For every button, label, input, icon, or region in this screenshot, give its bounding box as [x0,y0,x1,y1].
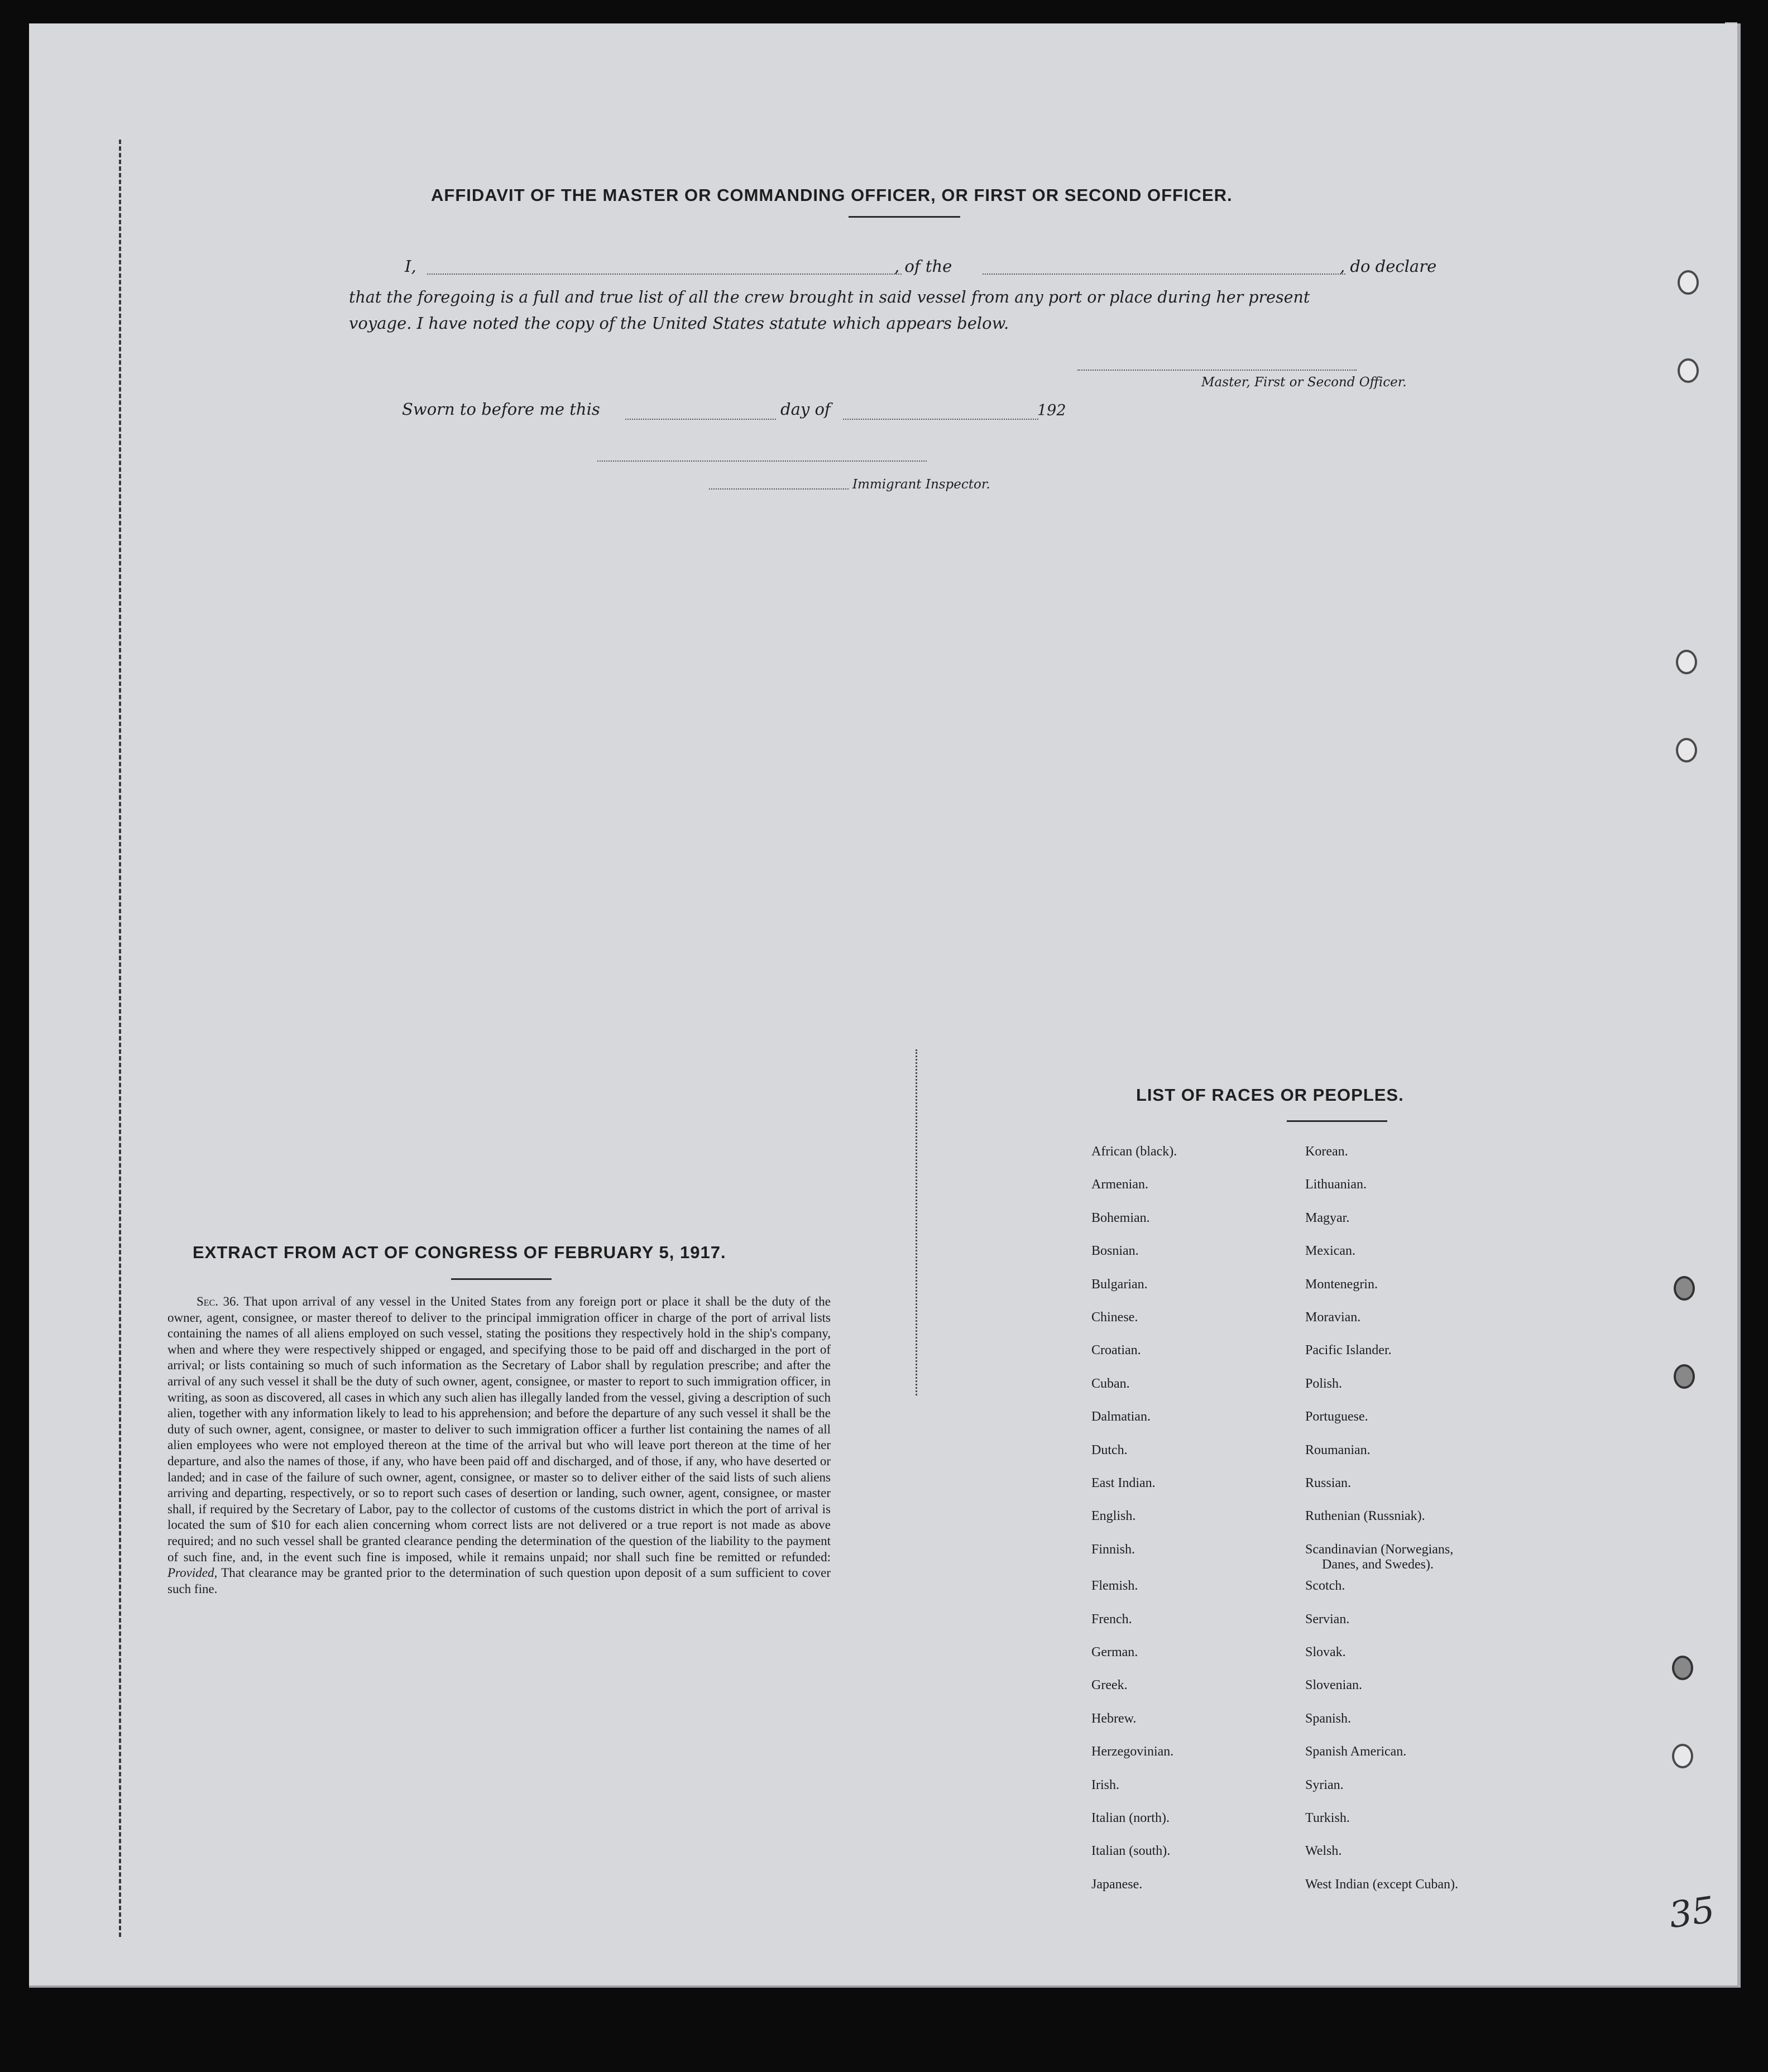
extract-body [167,1294,831,1597]
race-item-left: Cuban. [1091,1376,1130,1391]
sworn-text: Sworn to before me this [402,400,600,419]
inspector-label: Immigrant Inspector. [852,477,990,492]
race-item-left: German. [1091,1645,1138,1659]
race-item-left: English. [1091,1509,1136,1524]
inspector-signature-blank [597,461,927,462]
race-item-right: Russian. [1305,1476,1352,1490]
race-item-right: West Indian (except Cuban). [1305,1877,1458,1892]
sworn-month-blank [843,419,1038,420]
race-item-right: Moravian. [1305,1310,1361,1325]
race-item-left: French. [1091,1611,1132,1627]
affidavit-statute-line: voyage. I have noted the copy of the United States statute which appears below. [349,314,1009,333]
race-item-right: Polish. [1305,1376,1343,1391]
race-item-right: Montenegrin. [1305,1277,1378,1292]
race-item-left: Bulgarian. [1091,1277,1148,1292]
race-item-right: Korean. [1305,1144,1348,1159]
race-item-right: Ruthenian (Russniak). [1305,1509,1425,1524]
affidavit-declare: , do declare [1340,257,1437,276]
race-item-left: Italian (south). [1091,1844,1171,1859]
affidavit-title: AFFIDAVIT OF THE MASTER OR COMMANDING OFFICER, OR FIRST OR SECOND OFFICER. [431,185,1233,205]
binder-hole [1676,738,1697,762]
binder-hole [1674,1276,1695,1301]
race-item-right: Scandinavian (Norwegians, [1305,1542,1454,1557]
vessel-blank [983,274,1345,275]
race-item-right: Spanish American. [1305,1744,1407,1759]
race-item-right: Welsh. [1305,1844,1342,1859]
fold-crease [119,140,121,1937]
race-item-left: Japanese. [1091,1877,1143,1892]
year-text: 192 [1037,402,1066,419]
sworn-day-blank [625,419,776,420]
race-item-left: Hebrew. [1091,1711,1137,1726]
race-item-left: Flemish. [1091,1579,1138,1594]
binder-hole [1678,358,1699,383]
race-item-left: Dalmatian. [1091,1409,1151,1424]
section-number: Sec. 36. [197,1294,239,1308]
race-item-left: Chinese. [1091,1310,1138,1325]
race-item-right: Portuguese. [1305,1409,1368,1424]
affidavit-statement-line: that the foregoing is a full and true list of all the crew brought in said vessel from any port or place during her present [349,288,1310,306]
race-item-left: East Indian. [1091,1476,1156,1490]
binder-hole [1678,270,1699,295]
race-item-left: Greek. [1091,1678,1128,1693]
race-item-left: Bosnian. [1091,1244,1139,1259]
binder-hole [1672,1656,1693,1680]
race-item-right: Scotch. [1305,1579,1345,1594]
extract-body-main: That upon arrival of any vessel in the United States from any foreign port or place it shall be the duty of the owner, agent, consignee, or master thereof to deliver to the principal immigration officer in charge of the port of arrival lists containing the names of all aliens employed on such vessel, stating the positions they respectively hold in the ship's company, when and where they were respectively shipped or engaged, and specifying those to be paid off and discharged in the port of arrival; or lists containing so much of such information as the Secretary of Labor shall by regulation prescribe; and after the arrival of any such vessel it shall be the duty of such owner, agent, consignee, or master to report to such immigration officer, in writing, as soon as discovered, all cases in which any such alien has illegally landed from the vessel, giving a description of such alien, together with any information likely to lead to his apprehension; and before the departure of any such vessel it shall be the duty of such owner, agent, consignee, or master to deliver to such immigration officer a further list containing the names of all alien employees who were not employed thereon at the time of the arrival but who will leave port thereon at the time of her departure, and also the names of those, if any, who have been paid off and discharged, and of those, if any, who have deserted or landed; and in case of the failure of such owner, agent, consignee, or master so to deliver either of the said lists of such aliens arriving and departing, respectively, or so to report such cases of desertion or landing, such owner, agent, consignee, or master shall, if required by the Secretary of Labor, pay to the collector of customs of the customs district in which the port of arrival is located the sum of $10 for each alien concerning whom correct lists are not delivered or a true report is not made as above required; and no such vessel shall be granted clearance pending the determination of the question of the liability to the payment of such fine, and, in the event such fine is imposed, while it remains unpaid; nor shall such fine be remitted or refunded: [167,1294,831,1564]
binder-hole [1672,1744,1693,1768]
affidavit-i: I, [405,257,416,276]
center-crease-marks [916,1049,917,1395]
race-item-left: Croatian. [1091,1343,1141,1358]
day-of-text: day of [780,400,831,419]
handwritten-page-number: 35 [1666,1889,1718,1937]
race-item-left: Armenian. [1091,1177,1148,1192]
race-item-right: Turkish. [1305,1811,1350,1825]
race-item-left: Dutch. [1091,1442,1128,1457]
race-scandinavian-continuation: Danes, and Swedes). [1322,1557,1434,1572]
races-title: LIST OF RACES OR PEOPLES. [1136,1085,1404,1105]
binder-hole [1674,1364,1695,1389]
affidavit-title-rule [849,216,960,218]
race-item-left: Finnish. [1091,1542,1135,1557]
race-item-right: Spanish. [1305,1711,1352,1726]
race-item-right: Slovenian. [1305,1678,1362,1693]
race-item-right: Slovak. [1305,1645,1346,1659]
extract-body-proviso: That clearance may be granted prior to the determination of such question upon deposit of a sum sufficient to cover such fine. [167,1566,831,1596]
extract-title: EXTRACT FROM ACT OF CONGRESS OF FEBRUARY 5, 1917. [193,1243,726,1262]
name-blank [427,274,902,275]
races-title-rule [1287,1120,1387,1122]
race-item-right: Syrian. [1305,1777,1344,1792]
inspector-short-blank [709,488,849,490]
race-item-right: Servian. [1305,1611,1350,1627]
master-signature-blank [1077,370,1357,371]
master-label: Master, First or Second Officer. [1201,375,1407,390]
race-item-right: Lithuanian. [1305,1177,1367,1192]
race-item-left: Irish. [1091,1777,1119,1792]
affidavit-of-the: , of the [894,257,952,276]
race-item-left: Bohemian. [1091,1210,1150,1225]
provided-word: Provided, [167,1566,218,1580]
race-item-right: Magyar. [1305,1210,1350,1225]
binder-hole [1676,650,1697,674]
race-item-right: Pacific Islander. [1305,1343,1392,1358]
race-item-left: Italian (north). [1091,1811,1170,1825]
race-item-left: African (black). [1091,1144,1177,1159]
race-item-left: Herzegovinian. [1091,1744,1174,1759]
race-item-right: Roumanian. [1305,1442,1371,1457]
extract-title-rule [451,1278,552,1280]
race-item-right: Mexican. [1305,1244,1355,1259]
